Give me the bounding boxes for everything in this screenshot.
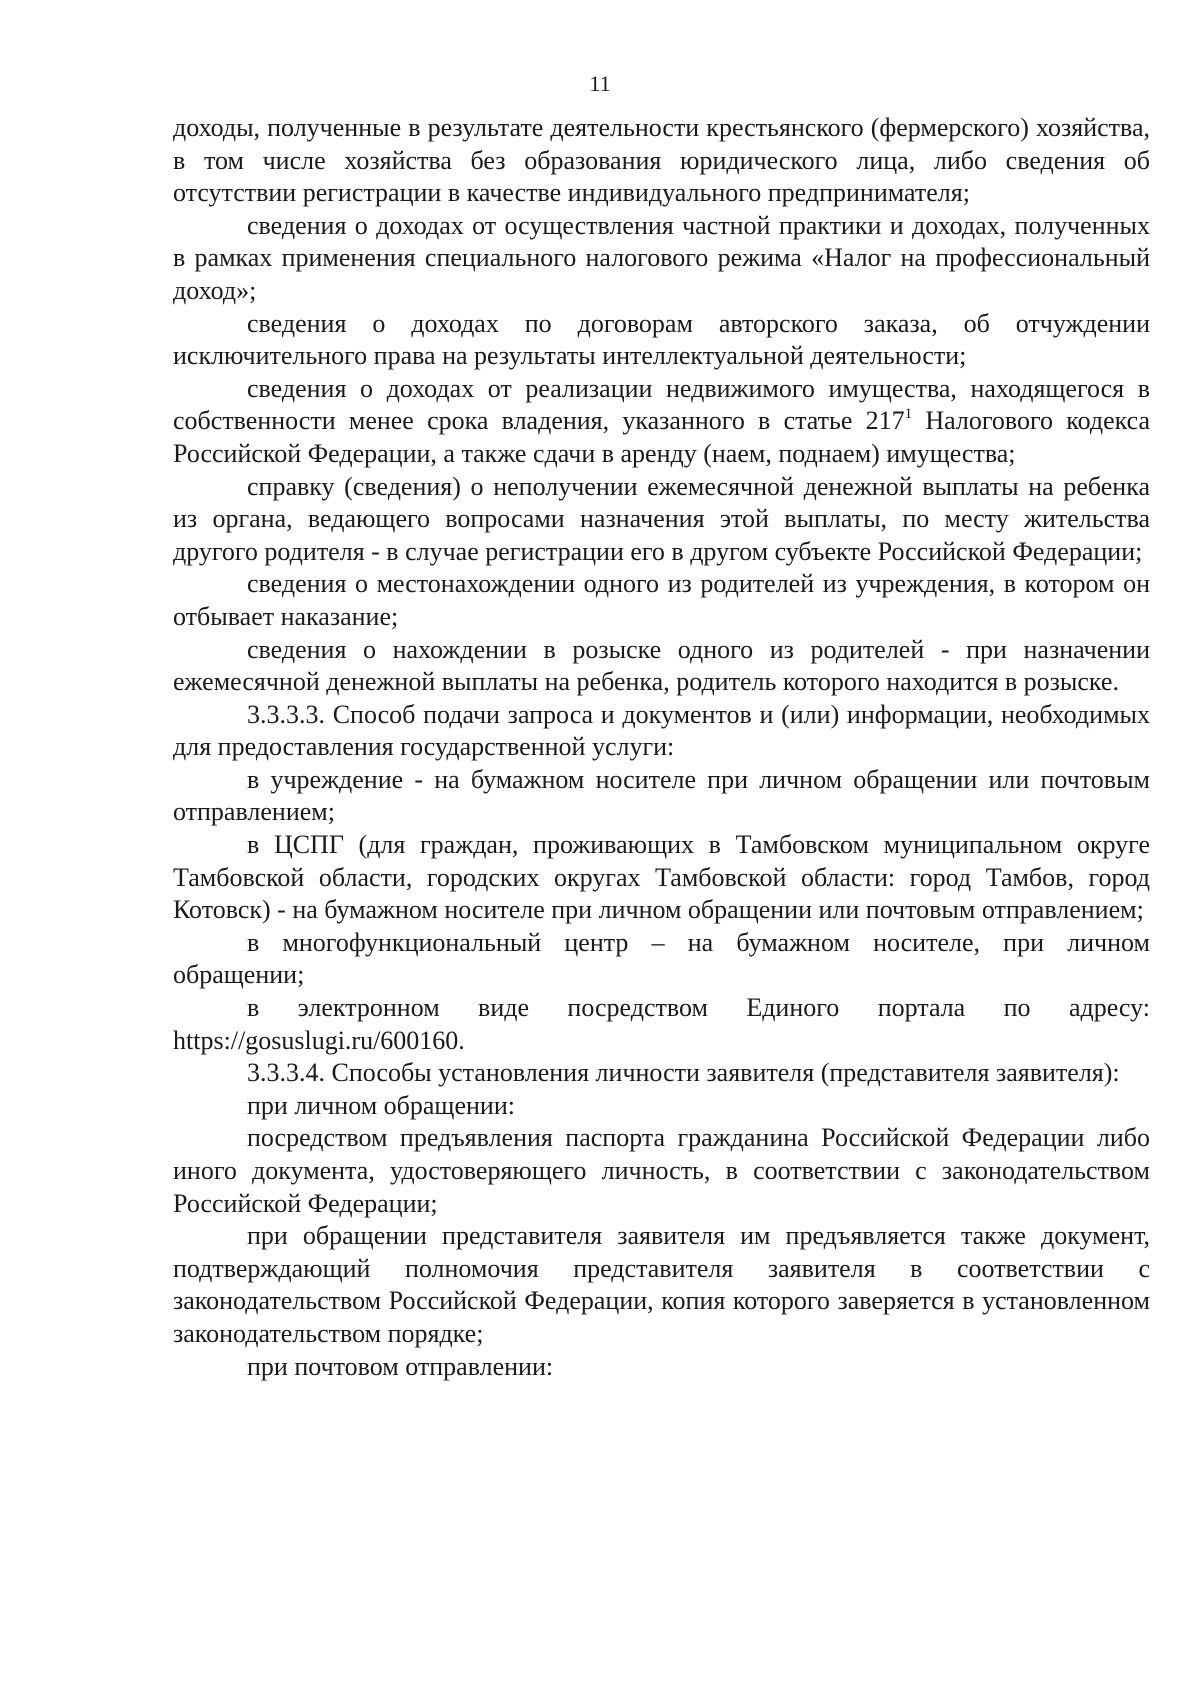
- realty-text-end: Налогового кодекса Российской Федерации, а также сдачи в аренду (наем, поднаем) имущества;: [173, 406, 1150, 468]
- paragraph-author-contracts: сведения о доходах по договорам авторского заказа, об отчуждении исключительного права на результаты интеллектуальной деятельности;: [173, 308, 1150, 371]
- paragraph-cspg: в ЦСПГ (для граждан, проживающих в Тамбовском муниципальном округе Тамбовской области, городских округах Тамбовской области: город Тамбов, город Котовск) - на бумажном носителе при личном обращении или почтовым отправлением;: [173, 830, 1150, 925]
- paragraph-representative: при обращении представителя заявителя им предъявляется также документ, подтверждающий полномочия представителя заявителя в соответствии с законодательством Российской Федерации, копия которого заверяется в установленном законодательством порядке;: [173, 1221, 1150, 1348]
- paragraph-3-3-3-3: 3.3.3.3. Способ подачи запроса и документов и (или) информации, необходимых для предоставления государственной услуги:: [173, 699, 1150, 762]
- electronic-text: в электронном виде посредством Единого портала по адресу:: [247, 993, 1150, 1023]
- paragraph-in-person: при личном обращении:: [247, 1090, 515, 1120]
- paragraph-passport: посредством предъявления паспорта гражданина Российской Федерации либо иного документа, удостоверяющего личность, в соответствии с законодательством Российской Федерации;: [173, 1123, 1150, 1218]
- page-number: 11: [589, 71, 611, 96]
- paragraph-electronic: [173, 992, 1150, 1057]
- paragraph-non-receipt-certificate: справку (сведения) о неполучении ежемесячной денежной выплаты на ребенка из органа, ведающего вопросами назначения этой выплаты, по месту жительства другого родителя - в случае регистрации его в другом субъекте Российской Федерации;: [173, 471, 1150, 566]
- paragraph-farm-income: доходы, полученные в результате деятельности крестьянского (фермерского) хозяйства, в том числе хозяйства без образования юридического лица, либо сведения об отсутствии регистрации в качестве индивидуального предпринимателя;: [173, 113, 1150, 208]
- paragraph-parent-location: сведения о местонахождении одного из родителей из учреждения, в котором он отбывает наказание;: [173, 569, 1150, 631]
- realty-text-start: сведения о доходах от реализации недвижимого имущества, находящегося в собственности менее срока владения, указанного в статье 217: [173, 373, 1150, 436]
- portal-url: https://gosuslugi.ru/600160.: [173, 1025, 465, 1055]
- paragraph-3-3-3-4: 3.3.3.4. Способы установления личности заявителя (представителя заявителя):: [247, 1058, 1120, 1088]
- paragraph-institution: в учреждение - на бумажном носителе при личном обращении или почтовым отправлением;: [173, 764, 1150, 827]
- document-body: [173, 112, 1150, 1383]
- paragraph-postal: при почтовом отправлении:: [247, 1351, 554, 1381]
- paragraph-mfc: в многофункциональный центр – на бумажном носителе, при личном обращении;: [173, 927, 1150, 990]
- paragraph-parent-wanted: сведения о нахождении в розыске одного из родителей - при назначении ежемесячной денежной выплаты на ребенка, родитель которого находится в розыске.: [173, 634, 1150, 697]
- paragraph-realty-income: [173, 373, 1150, 471]
- article-superscript: 1: [904, 405, 913, 422]
- paragraph-private-practice: сведения о доходах от осуществления частной практики и доходах, полученных в рамках применения специального налогового режима «Налог на профессиональный доход»;: [173, 210, 1150, 305]
